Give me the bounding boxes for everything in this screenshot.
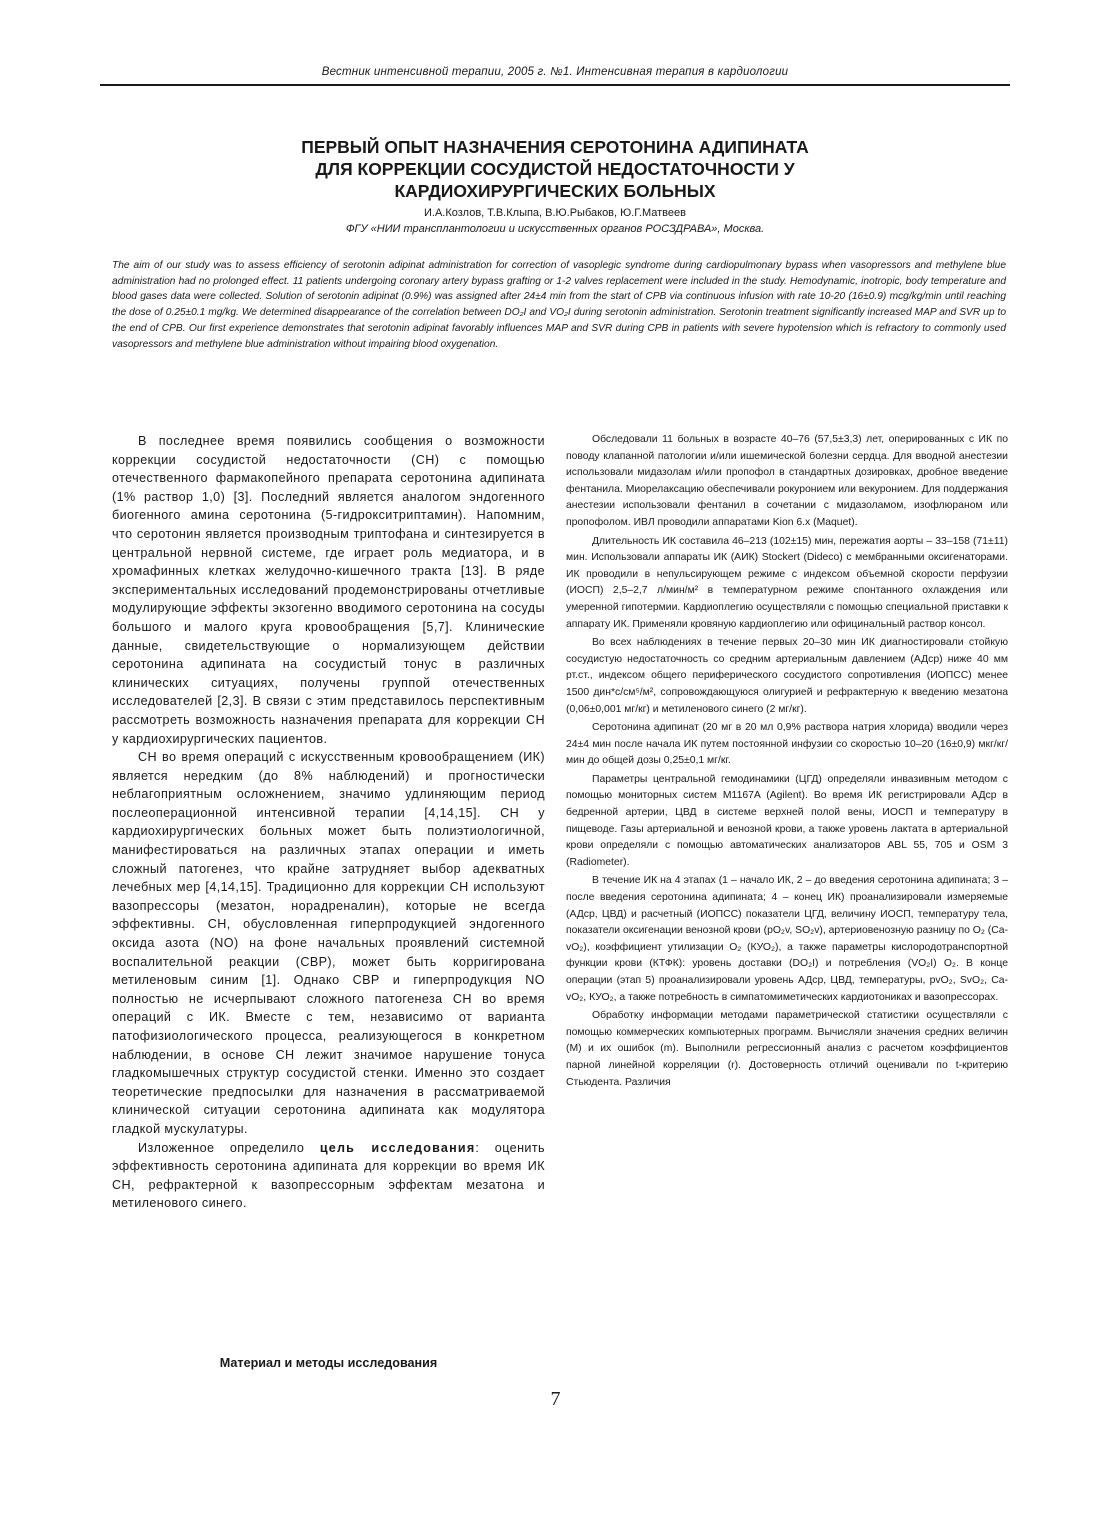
right-paragraph-7: Обработку информации методами параметрической статистики осуществляли с помощью коммерческих компьютерных программ. Вычисляли значения средних величин (M) и их ошибок (m). Выполнили регрессионный анализ с расчетом коэффициентов парной линейной корреляции (r). Достоверность отличий оценивали по t-критерию Стьюдента. Различия — [566, 1010, 1008, 1088]
right-paragraph-5: Параметры центральной гемодинамики (ЦГД) определяли инвазивным методом с помощью мониторных систем M1167A (Agilent). Во время ИК регистрировали АДср в бедренной артерии, ЦВД в системе верхней полой вены, ИОСП и температуру в пищеводе. Газы артериальной и венозной крови, а также уровень лактата в артериальной крови определяли с помощью автоматических анализаторов ABL 55, 705 и OSM 3 (Radiometer). — [566, 773, 1008, 868]
authors-line: И.А.Козлов, Т.В.Клыпа, В.Ю.Рыбаков, Ю.Г.Матвеев — [424, 207, 686, 219]
article-title — [100, 136, 1010, 202]
section-heading: Материал и методы исследования — [219, 1356, 438, 1370]
goal-body-text: : оценить эффективность серотонина адипината для коррекции во время ИК СН, рефрактерной к вазопрессорным эффектам мезатона и метиленового синего. — [112, 1140, 545, 1211]
right-paragraph-4: Серотонина адипинат (20 мг в 20 мл 0,9% раствора натрия хлорида) вводили через 24±4 мин после начала ИК путем постоянной инфузии со скоростью 10–20 (16±0,9) мкг/кг/мин до общей дозы 0,25±0,1 мг/кг. — [566, 722, 1008, 767]
title-line-1: ПЕРВЫЙ ОПЫТ НАЗНАЧЕНИЯ СЕРОТОНИНА АДИПИНАТА — [301, 137, 809, 157]
right-paragraph-6: В течение ИК на 4 этапах (1 – начало ИК, 2 – до введения серотонина адипината; 3 – после введения серотонина адипината; 4 – конец ИК) проанализировали измеряемые (АДср, ЦВД) и расчетный (ИОПСС) показатели ЦГД, величину ИОСП, температуру тела, показатели оксигенации венозной крови (pO₂v, SO₂v), артериовенозную разницу по O₂ (Ca-vO₂), коэффициент утилизации O₂ (КУО₂), а также параметры кислородотранспортной функции крови (КТФК): уровень доставки (DO₂I) и потребления (VO₂I) O₂. В конце операции (этап 5) проанализировали уровень АДср, ЦВД, температуры, pvO₂, SvO₂, Ca-vO₂, КУО₂, а также потребность в симпатомиметических кардиотониках и вазопрессорах. — [566, 875, 1008, 1003]
page-number: 7 — [550, 1388, 561, 1410]
left-column — [112, 432, 545, 1213]
right-paragraph-2: Длительность ИК составила 46–213 (102±15) мин, пережатия аорты – 33–158 (71±11) мин. Использовали аппараты ИК (АИК) Stockert (Dideco) с мембранными оксигенаторами. ИК проводили в непульсирующем режиме с индексом объемной скорости перфузии (ИОСП) 2,5–2,7 л/мин/м² в температурном режиме спонтанного охлаждения или умеренной гипотермии. Кардиоплегию осуществляли с помощью специальной приставки к аппарату ИК. Применяли кровяную кардиоплегию или официнальный раствор консол. — [566, 535, 1008, 630]
right-paragraph-3: Во всех наблюдениях в течение первых 20–30 мин ИК диагностировали стойкую сосудистую недостаточность со средним артериальным давлением (АДср) ниже 40 мм рт.ст., индексом общего периферического сосудистого сопротивления (ИОПСС) менее 1500 дин*с/см⁵/м², сопровождающуюся олигурией и рефрактерную к введению мезатона (0,06±0,001 мг/кг) и метиленового синего (2 мг/кг). — [566, 637, 1008, 715]
right-column — [566, 432, 1008, 1093]
left-paragraph-3 — [112, 1139, 545, 1213]
left-paragraph-1: В последнее время появились сообщения о возможности коррекции сосудистой недостаточности (СН) с помощью отечественного фармакопейного препарата серотонина адипината (1% раствор 1,0) [3]. Последний является аналогом эндогенного биогенного амина серотонина (5-гидрокситриптамин). Напомним, что серотонин является производным триптофана и синтезируется в центральной нервной системе, где играет роль медиатора, и в хромафинных клетках желудочно-кишечного тракта [13]. В ряде экспериментальных исследований продемонстрированы отчетливые модулирующие эффекты экзогенно вводимого серотонина на сосуды большого и малого круга кровообращения [5,7]. Клинические данные, свидетельствующие о нормализующем действии серотонина адипината на сосудистый тонус в различных клинических ситуациях, получены группой отечественных исследователей [2,3]. В связи с этим представилось перспективным рассмотреть возможность назначения препарата для коррекции СН у кардиохирургических пациентов. — [112, 434, 545, 746]
goal-emphasis: цель исследования — [319, 1140, 476, 1155]
left-paragraph-2: СН во время операций с искусственным кровообращением (ИК) является нередким (до 8% наблюдений) и прогностически неблагоприятным осложнением, значимо удлиняющим период послеоперационной интенсивной терапии [4,14,15]. СН у кардиохирургических больных может быть полиэтиологичной, манифестироваться на различных этапах операции и иметь сложный патогенез, что крайне затрудняет выбор адекватных лечебных мер [4,14,15]. Традиционно для коррекции СН используют вазопрессоры (мезатон, норадреналин), которые не всегда эффективны. СН, обусловленная гиперпродукцией эндогенного оксида азота (NO) на фоне начальных проявлений системной воспалительной реакции (СВР), может быть корригирована метиленовым синим [1]. Однако СВР и гиперпродукция NO полностью не исчерпывают сложного патогенеза СН во время операций с ИК. Вместе с тем, независимо от варианта патофизиологического процесса, реализующегося в конкретном наблюдении, в основе СН лежит значимое нарушение тонуса гладкомышечных структур сосудистой стенки. Именно это создает теоретические предпосылки для назначения в рассматриваемой клинической ситуации серотонина адипината как модулятора гладкой мускулатуры. — [112, 750, 545, 1136]
abstract-text: The aim of our study was to assess efficiency of serotonin adipinat administration for correction of vasoplegic syndrome during cardiopulmonary bypass when vasopressors and methylene blue administration had no prolonged effect. 11 patients undergoing coronary artery bypass grafting or 1-2 valves replacement were included in the study. Hemodynamic, inotropic, body temperature and blood gases data were collected. Solution of serotonin adipinat (0.9%) was assigned after 24±4 min from the start of CPB via continuous infusion with rate 10-20 (16±0.9) mcg/kg/min until reaching the dose of 0.25±0.1 mg/kg. We determined disappearance of the correlation between DO₂I and VO₂I during serotonin administration. Serotonin treatment significantly increased MAP and SVR up to the end of CPB. Our first experience demonstrates that serotonin adipinat favorably influences MAP and SVR during CPB in patients with severe hypotension which is refractory to commonly used vasopressors and methylene blue administration without impairing blood oxygenation. — [112, 260, 1006, 350]
title-line-3: КАРДИОХИРУРГИЧЕСКИХ БОЛЬНЫХ — [394, 181, 716, 201]
header-rule — [100, 84, 1010, 86]
running-head: Вестник интенсивной терапии, 2005 г. №1. Интенсивная терапия в кардиологии — [321, 66, 789, 78]
title-line-2: ДЛЯ КОРРЕКЦИИ СОСУДИСТОЙ НЕДОСТАТОЧНОСТИ У — [315, 159, 795, 179]
right-paragraph-1: Обследовали 11 больных в возрасте 40–76 (57,5±3,3) лет, оперированных с ИК по поводу клапанной патологии и/или ишемической болезни сердца. Для вводной анестезии использовали мидазолам и/или пропофол в стандартных дозировках, дробное введение фентанила. Миорелаксацию обеспечивали рокуронием или векуронием. Для поддержания анестезии использовали фентанил в сочетании с мидазоламом, изофлюраном или пропофолом. ИВЛ проводили аппаратами Kion 6.x (Maquet). — [566, 434, 1008, 528]
goal-lead-text: Изложенное определило — [138, 1140, 305, 1155]
affiliation-line: ФГУ «НИИ трансплантологии и искусственных органов РОСЗДРАВА», Москва. — [345, 223, 765, 235]
